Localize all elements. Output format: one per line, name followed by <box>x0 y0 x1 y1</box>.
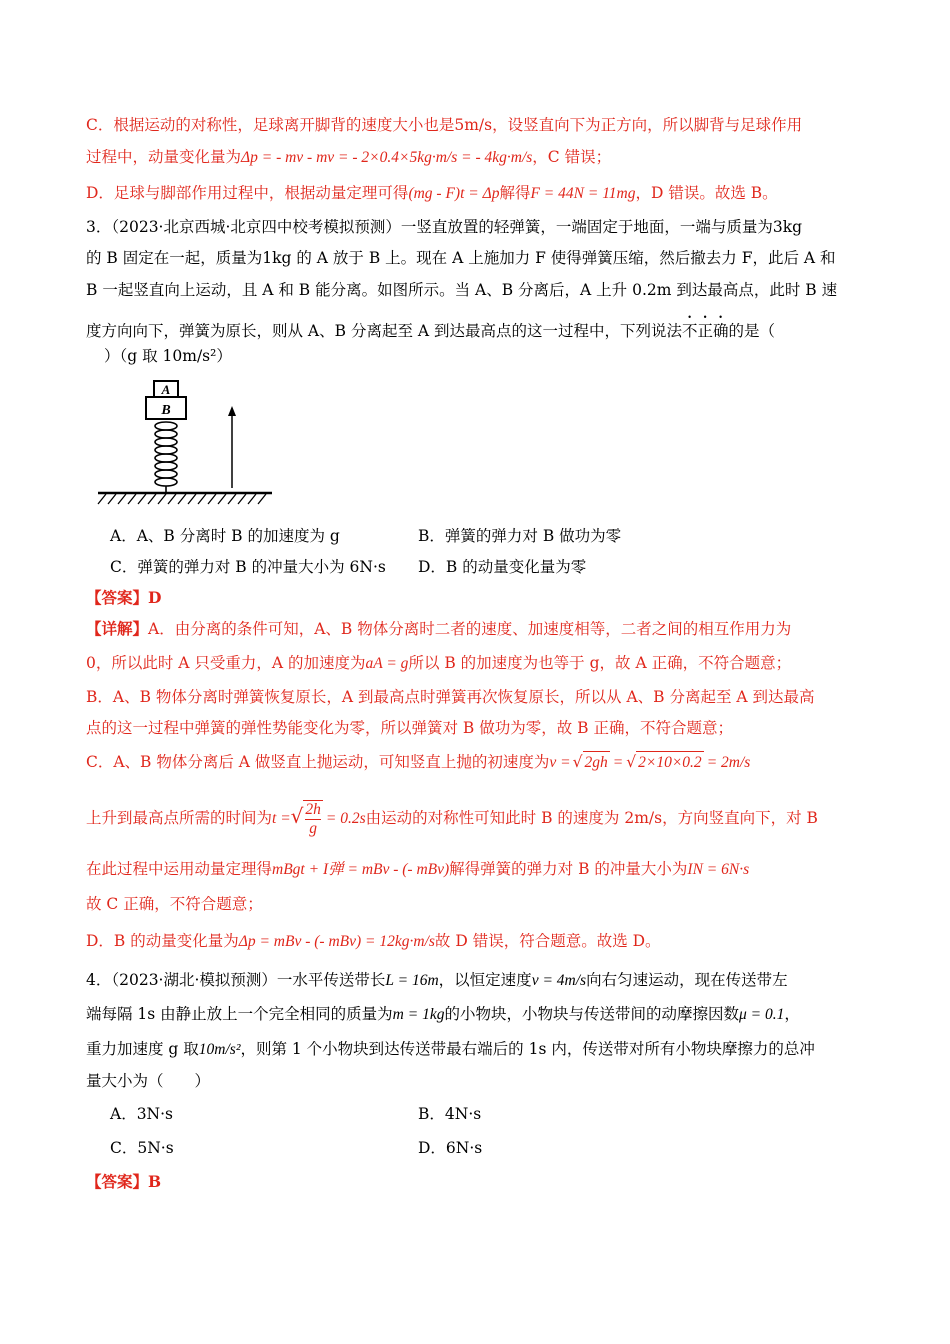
q4-option-b: B．4N·s <box>418 1105 482 1123</box>
q3-line5: ）（g 取 10m/s²） <box>104 347 232 365</box>
q4-line3-f: 10m/s² <box>198 1041 241 1058</box>
q3-detail-7-formula: mBgt + I弹 = mBv - (- mBv) <box>272 861 450 878</box>
q3-detail-9 <box>86 930 876 953</box>
q3-detail-7-formula2: IN = 6N·s <box>687 861 750 878</box>
q4-line3-post: ，则第 1 个小物块到达传送带最右端后的 1s 内，传送带对所有小物块摩擦力的总冲 <box>240 1040 815 1058</box>
q4-option-a: A．3N·s <box>110 1105 173 1123</box>
prev-c-line2 <box>86 146 876 169</box>
q4-line4: 量大小为（ ） <box>86 1072 211 1090</box>
q3-line2: 的 B 固定在一起，质量为1kg 的 A 放于 B 上。现在 A 上施加力 F 使得弹簧压缩，然后撤去力 F，此后 A 和 <box>86 249 836 267</box>
q3-detail-6-post: 由运动的对称性可知此时 B 的速度为 2m/s，方向竖直向下，对 B <box>365 809 818 827</box>
q3-option-b: B．弹簧的弹力对 B 做功为零 <box>418 527 622 545</box>
detail-tag: 【详解】 <box>86 619 149 638</box>
prev-c-formula: Δp = - mv - mv = - 2×0.4×5kg·m/s = - 4kg·m/s <box>241 149 533 166</box>
q3-detail-6-pre: 上升到最高点所需的时间为 <box>86 809 273 827</box>
up-arrow-icon <box>228 406 236 416</box>
q3-detail-6-num: 2h <box>305 801 321 818</box>
prev-d-line <box>86 182 876 205</box>
q4-line2-pre: 端每隔 1s 由静止放上一个完全相同的质量为 <box>86 1005 393 1023</box>
q3-option-d: D．B 的动量变化量为零 <box>418 558 587 576</box>
q3-detail-5-eq: = <box>612 754 624 771</box>
q3-detail-6-den: g <box>309 820 318 837</box>
q4-line1-f2: v = 4m/s <box>531 972 587 989</box>
q3-detail-9-post: 故 D 错误，符合题意。故选 D。 <box>434 932 661 950</box>
q4-answer: 【答案】B <box>86 1172 162 1191</box>
q4-line1 <box>86 969 876 992</box>
q3-detail-2-pre: 0，所以此时 A 只受重力，A 的加速度为 <box>86 654 366 672</box>
q3-detail-2-formula: aA = g <box>365 655 409 672</box>
q4-line1-post: 向右匀速运动，现在传送带左 <box>586 971 788 989</box>
ground-hatch-icon <box>98 494 266 504</box>
q3-line4 <box>86 313 876 342</box>
q3-detail-6: 上升到最高点所需的时间为t =√ $\frac{2h}{g}$ = 0.2s由运动的对称性可知此时 B 的速度为 2m/s，方向竖直向下，对 B <box>86 801 818 837</box>
q3-detail-1 <box>86 618 876 640</box>
q4-line3-pre: 重力加速度 g 取 <box>86 1040 199 1058</box>
q3-line4-pre: 度方向向下，弹簧为原长，则从 A、B 分离起至 A 到达最高点的这一过程中，下列说法 <box>86 322 682 340</box>
q3-answer: 【答案】D <box>86 588 162 607</box>
q3-detail-5-pre: C．A、B 物体分离后 A 做竖直上抛运动，可知竖直上抛的初速度为 <box>86 753 550 771</box>
q3-detail-7 <box>86 858 876 881</box>
q3-option-c: C．弹簧的弹力对 B 的冲量大小为 6N·s <box>110 558 386 576</box>
q3-detail-3: B．A、B 物体分离时弹簧恢复原长，A 到最高点时弹簧再次恢复原长，所以从 A、B 分离起至 A 到达最高 <box>86 688 815 706</box>
q3-line4-post: 的是（ <box>728 322 776 340</box>
block-a-label: A <box>161 382 171 397</box>
q4-line2 <box>86 1003 876 1026</box>
prev-d-mid: 解得 <box>499 184 531 202</box>
q3-option-a: A．A、B 分离时 B 的加速度为 g <box>110 527 340 545</box>
q3-detail-5-sqrt2: 2×10×0.2 <box>636 751 704 774</box>
q3-detail-7-pre: 在此过程中运用动量定理得 <box>86 860 273 878</box>
q4-line2-f1: m = 1kg <box>392 1006 445 1023</box>
q4-line1-f1: L = 16m <box>385 972 439 989</box>
q3-detail-6-fraction <box>303 800 323 838</box>
spring-block-figure <box>92 378 277 508</box>
q3-detail-9-pre: D．B 的动量变化量为 <box>86 932 239 950</box>
q4-option-d: D．6N·s <box>418 1139 483 1157</box>
prev-d-formula1: (mg - F)t = Δp <box>408 185 500 202</box>
prev-c-text: 过程中，动量变化量为 <box>86 148 242 166</box>
q3-detail-5-v: v = <box>549 754 571 771</box>
q3-detail-7-mid: 解得弹簧的弹力对 B 的冲量大小为 <box>449 860 688 878</box>
q3-line1: 3．（2023·北京西城·北京四中校考模拟预测）一竖直放置的轻弹簧，一端固定于地面，一端与质量为3kg <box>86 218 803 236</box>
spring-icon <box>155 422 177 492</box>
q3-emphasis: 不正确 <box>682 322 729 340</box>
q4-line1-mid: ，以恒定速度 <box>438 971 532 989</box>
q4-line3 <box>86 1038 876 1061</box>
q3-detail-5: C．A、B 物体分离后 A 做竖直上抛运动，可知竖直上抛的初速度为v = √ 2gh = √ 2×10×0.2 = 2m/s <box>86 751 876 774</box>
prev-c-tail: ，C 错误； <box>532 148 612 166</box>
q3-detail-1-text: A．由分离的条件可知，A、B 物体分离时二者的速度、加速度相等，二者之间的相互作用力为 <box>148 620 792 638</box>
q3-detail-5-res: = 2m/s <box>706 754 751 771</box>
prev-d-formula2: F = 44N = 11mg <box>530 185 636 202</box>
q4-line2-f2: μ = 0.1 <box>738 1006 785 1023</box>
block-b-label: B <box>161 403 171 418</box>
q3-line3: B 一起竖直向上运动，且 A 和 B 能分离。如图所示。当 A、B 分离后，A 上升 0.2m 到达最高点，此时 B 速 <box>86 281 838 299</box>
q4-option-c: C．5N·s <box>110 1139 174 1157</box>
q3-detail-8: 故 C 正确，不符合题意； <box>86 895 263 913</box>
q4-line2-post: ， <box>784 1005 800 1023</box>
q3-detail-2-post: 所以 B 的加速度为也等于 g，故 A 正确，不符合题意； <box>408 654 792 672</box>
q4-line1-pre: 4．（2023·湖北·模拟预测）一水平传送带长 <box>86 971 386 989</box>
prev-d-text: D．足球与脚部作用过程中，根据动量定理可得 <box>86 184 409 202</box>
q3-detail-5-sqrt1: 2gh <box>583 751 610 774</box>
prev-c-line1: C．根据运动的对称性，足球离开脚背的速度大小也是5m/s，设竖直向下为正方向，所以脚背与足球作用 <box>86 116 803 134</box>
q3-detail-6-t: t = <box>272 810 291 827</box>
q3-detail-9-formula: Δp = mBv - (- mBv) = 12kg·m/s <box>238 933 435 950</box>
q4-line2-mid: 的小物块，小物块与传送带间的动摩擦因数 <box>444 1005 739 1023</box>
q3-detail-2 <box>86 652 876 675</box>
q3-detail-6-res: = 0.2s <box>325 810 366 827</box>
prev-d-tail: ，D 错误。故选 B。 <box>635 184 778 202</box>
q3-detail-4: 点的这一过程中弹簧的弹性势能变化为零，所以弹簧对 B 做功为零，故 B 正确，不符合题意； <box>86 719 733 737</box>
